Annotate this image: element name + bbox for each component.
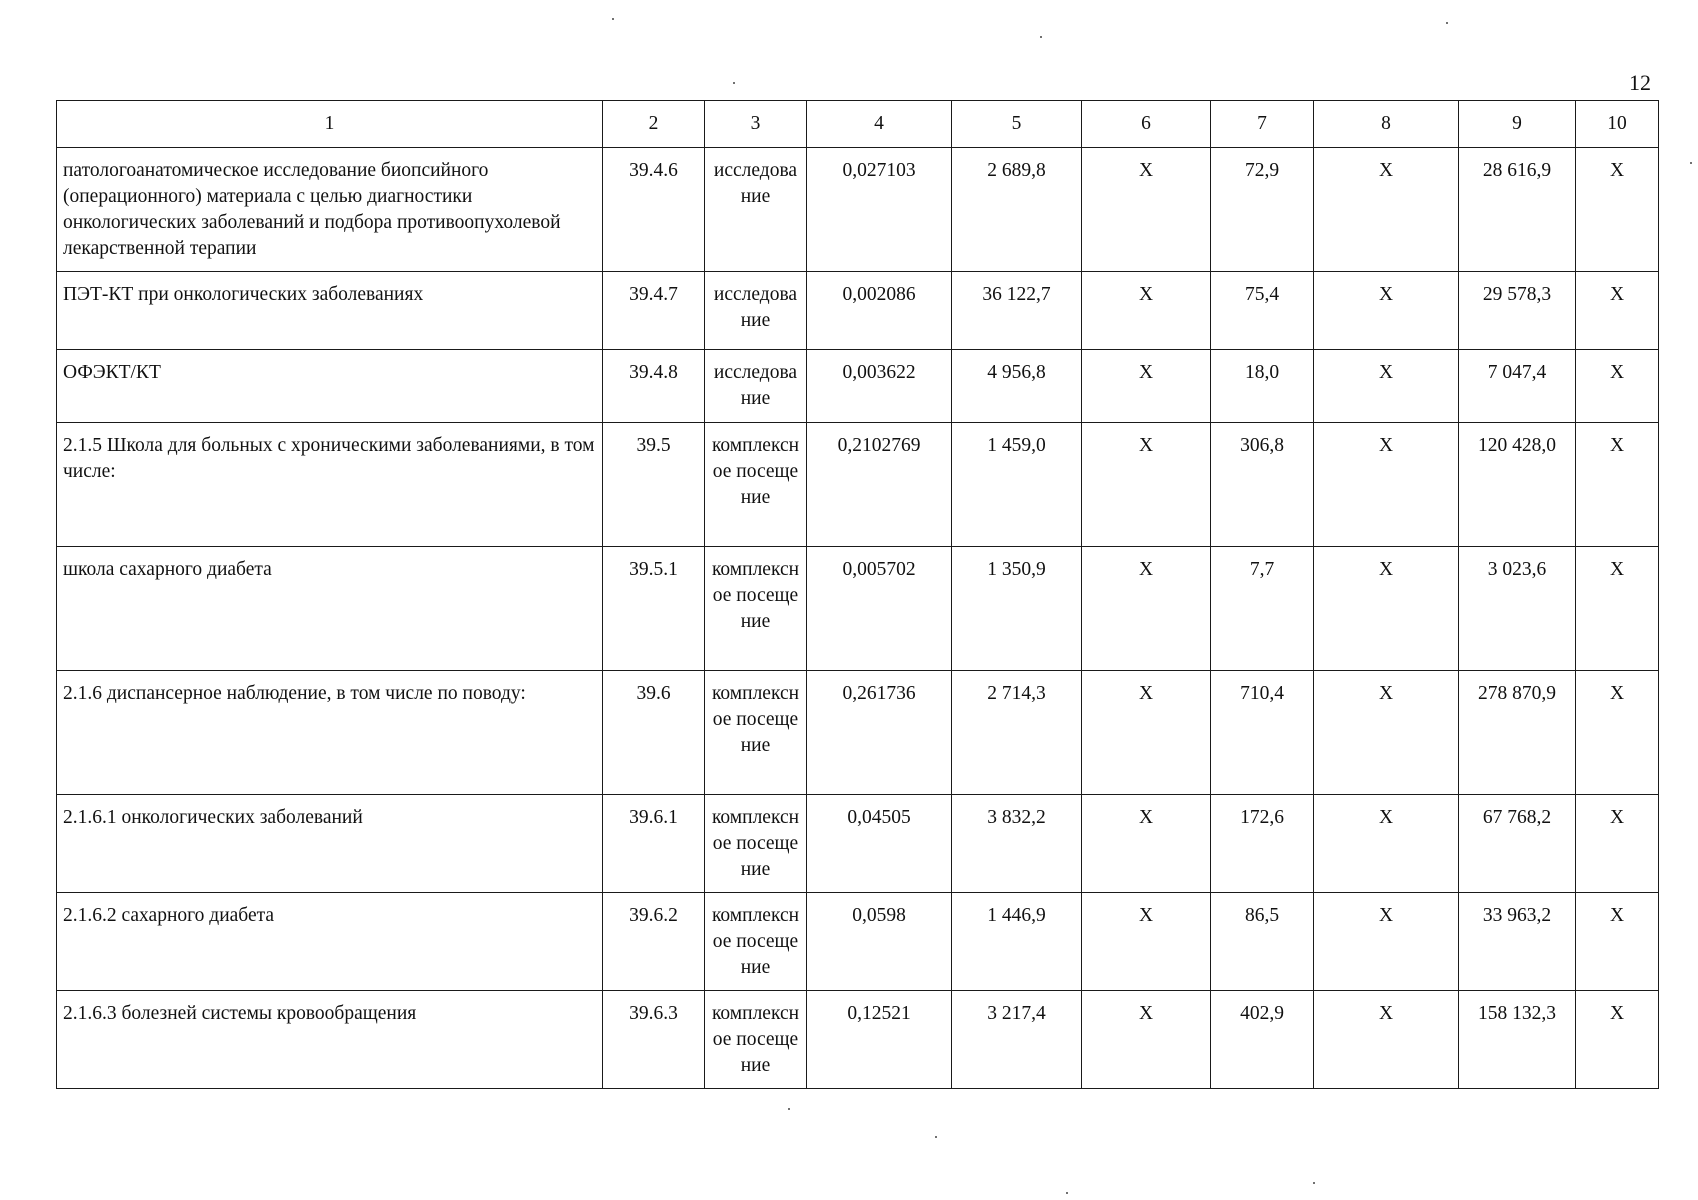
row-value-cell: 3 832,2 xyxy=(952,795,1082,893)
scan-speck xyxy=(1313,1182,1315,1184)
row-value-cell: 402,9 xyxy=(1211,991,1314,1089)
table-row xyxy=(57,350,1659,423)
row-value-cell: 0,003622 xyxy=(807,350,952,423)
row-unit-cell: комплексное посещение xyxy=(705,795,807,893)
table-row xyxy=(57,671,1659,795)
row-value-cell: 36 122,7 xyxy=(952,272,1082,350)
row-value-cell: 172,6 xyxy=(1211,795,1314,893)
row-value-cell: Х xyxy=(1576,547,1659,671)
row-value-cell: Х xyxy=(1082,423,1211,547)
scan-speck xyxy=(935,1136,937,1138)
row-code-cell: 39.6 xyxy=(603,671,705,795)
row-value-cell: Х xyxy=(1082,272,1211,350)
row-unit-cell: комплексное посещение xyxy=(705,423,807,547)
row-value-cell: Х xyxy=(1576,350,1659,423)
row-value-cell: 3 217,4 xyxy=(952,991,1082,1089)
table-row xyxy=(57,272,1659,350)
row-value-cell: 2 714,3 xyxy=(952,671,1082,795)
page-number: 12 xyxy=(1629,70,1651,95)
row-value-cell: Х xyxy=(1082,893,1211,991)
row-value-cell: 29 578,3 xyxy=(1459,272,1576,350)
row-value-cell: 86,5 xyxy=(1211,893,1314,991)
row-value-cell: 0,04505 xyxy=(807,795,952,893)
row-value-cell: 710,4 xyxy=(1211,671,1314,795)
scan-speck xyxy=(1690,162,1692,164)
row-value-cell: 1 446,9 xyxy=(952,893,1082,991)
row-value-cell: 0,005702 xyxy=(807,547,952,671)
row-value-cell: 1 459,0 xyxy=(952,423,1082,547)
row-unit-cell: исследование xyxy=(705,148,807,272)
row-value-cell: 158 132,3 xyxy=(1459,991,1576,1089)
table-row xyxy=(57,547,1659,671)
column-header: 6 xyxy=(1082,101,1211,148)
column-header: 8 xyxy=(1314,101,1459,148)
column-header: 2 xyxy=(603,101,705,148)
row-value-cell: 18,0 xyxy=(1211,350,1314,423)
row-code-cell: 39.4.7 xyxy=(603,272,705,350)
row-value-cell: Х xyxy=(1082,350,1211,423)
row-code-cell: 39.6.2 xyxy=(603,893,705,991)
row-name-cell: школа сахарного диабета xyxy=(57,547,603,671)
row-value-cell: 72,9 xyxy=(1211,148,1314,272)
row-value-cell: Х xyxy=(1314,991,1459,1089)
row-value-cell: Х xyxy=(1314,423,1459,547)
row-name-cell: 2.1.6.1 онкологических заболеваний xyxy=(57,795,603,893)
row-value-cell: Х xyxy=(1314,148,1459,272)
row-value-cell: Х xyxy=(1082,547,1211,671)
row-name-cell: 2.1.6.3 болезней системы кровообращения xyxy=(57,991,603,1089)
row-name-cell: 2.1.5 Школа для больных с хроническими заболеваниями, в том числе: xyxy=(57,423,603,547)
scan-speck xyxy=(788,1108,790,1110)
table-row xyxy=(57,423,1659,547)
row-code-cell: 39.4.8 xyxy=(603,350,705,423)
row-value-cell: 75,4 xyxy=(1211,272,1314,350)
row-name-cell: ПЭТ-КТ при онкологических заболеваниях xyxy=(57,272,603,350)
row-value-cell: 120 428,0 xyxy=(1459,423,1576,547)
column-header: 10 xyxy=(1576,101,1659,148)
row-code-cell: 39.5.1 xyxy=(603,547,705,671)
row-value-cell: Х xyxy=(1314,893,1459,991)
row-value-cell: 67 768,2 xyxy=(1459,795,1576,893)
row-value-cell: Х xyxy=(1576,795,1659,893)
row-value-cell: Х xyxy=(1082,148,1211,272)
row-value-cell: 0,12521 xyxy=(807,991,952,1089)
row-value-cell: 0,2102769 xyxy=(807,423,952,547)
scan-speck xyxy=(1040,36,1042,38)
row-value-cell: Х xyxy=(1576,991,1659,1089)
column-header: 7 xyxy=(1211,101,1314,148)
table-row xyxy=(57,991,1659,1089)
row-value-cell: 0,261736 xyxy=(807,671,952,795)
column-header: 5 xyxy=(952,101,1082,148)
row-code-cell: 39.5 xyxy=(603,423,705,547)
scan-speck xyxy=(1066,1192,1068,1194)
column-header: 1 xyxy=(57,101,603,148)
row-value-cell: 278 870,9 xyxy=(1459,671,1576,795)
header-row xyxy=(57,101,1659,148)
row-value-cell: Х xyxy=(1576,423,1659,547)
row-unit-cell: комплексное посещение xyxy=(705,547,807,671)
row-code-cell: 39.6.1 xyxy=(603,795,705,893)
table-row xyxy=(57,148,1659,272)
row-unit-cell: комплексное посещение xyxy=(705,893,807,991)
row-value-cell: 33 963,2 xyxy=(1459,893,1576,991)
row-value-cell: Х xyxy=(1576,272,1659,350)
row-value-cell: Х xyxy=(1576,893,1659,991)
row-value-cell: 7 047,4 xyxy=(1459,350,1576,423)
table-row xyxy=(57,795,1659,893)
row-value-cell: 3 023,6 xyxy=(1459,547,1576,671)
row-value-cell: Х xyxy=(1082,991,1211,1089)
row-value-cell: Х xyxy=(1082,671,1211,795)
row-value-cell: 306,8 xyxy=(1211,423,1314,547)
column-header: 4 xyxy=(807,101,952,148)
row-value-cell: 4 956,8 xyxy=(952,350,1082,423)
row-value-cell: Х xyxy=(1314,795,1459,893)
table-row xyxy=(57,893,1659,991)
scan-speck xyxy=(733,82,735,84)
row-value-cell: Х xyxy=(1082,795,1211,893)
row-code-cell: 39.4.6 xyxy=(603,148,705,272)
scan-speck xyxy=(1446,22,1448,24)
row-value-cell: Х xyxy=(1314,547,1459,671)
row-value-cell: 28 616,9 xyxy=(1459,148,1576,272)
row-name-cell: 2.1.6.2 сахарного диабета xyxy=(57,893,603,991)
row-value-cell: Х xyxy=(1576,148,1659,272)
row-name-cell: патологоанатомическое исследование биопсийного (операционного) материала с целью диагностики онкологических заболеваний и подбора противоопухолевой лекарственной терапии xyxy=(57,148,603,272)
row-value-cell: 7,7 xyxy=(1211,547,1314,671)
row-value-cell: Х xyxy=(1314,671,1459,795)
row-unit-cell: комплексное посещение xyxy=(705,991,807,1089)
row-value-cell: 2 689,8 xyxy=(952,148,1082,272)
row-name-cell: 2.1.6 диспансерное наблюдение, в том числе по поводу: xyxy=(57,671,603,795)
scan-speck xyxy=(612,18,614,20)
row-value-cell: Х xyxy=(1576,671,1659,795)
row-value-cell: Х xyxy=(1314,350,1459,423)
row-value-cell: 0,0598 xyxy=(807,893,952,991)
row-value-cell: 0,027103 xyxy=(807,148,952,272)
row-unit-cell: комплексное посещение xyxy=(705,671,807,795)
data-table xyxy=(56,100,1659,1089)
column-header: 3 xyxy=(705,101,807,148)
row-unit-cell: исследование xyxy=(705,272,807,350)
row-code-cell: 39.6.3 xyxy=(603,991,705,1089)
row-value-cell: Х xyxy=(1314,272,1459,350)
row-unit-cell: исследование xyxy=(705,350,807,423)
row-value-cell: 0,002086 xyxy=(807,272,952,350)
row-name-cell: ОФЭКТ/КТ xyxy=(57,350,603,423)
row-value-cell: 1 350,9 xyxy=(952,547,1082,671)
column-header: 9 xyxy=(1459,101,1576,148)
